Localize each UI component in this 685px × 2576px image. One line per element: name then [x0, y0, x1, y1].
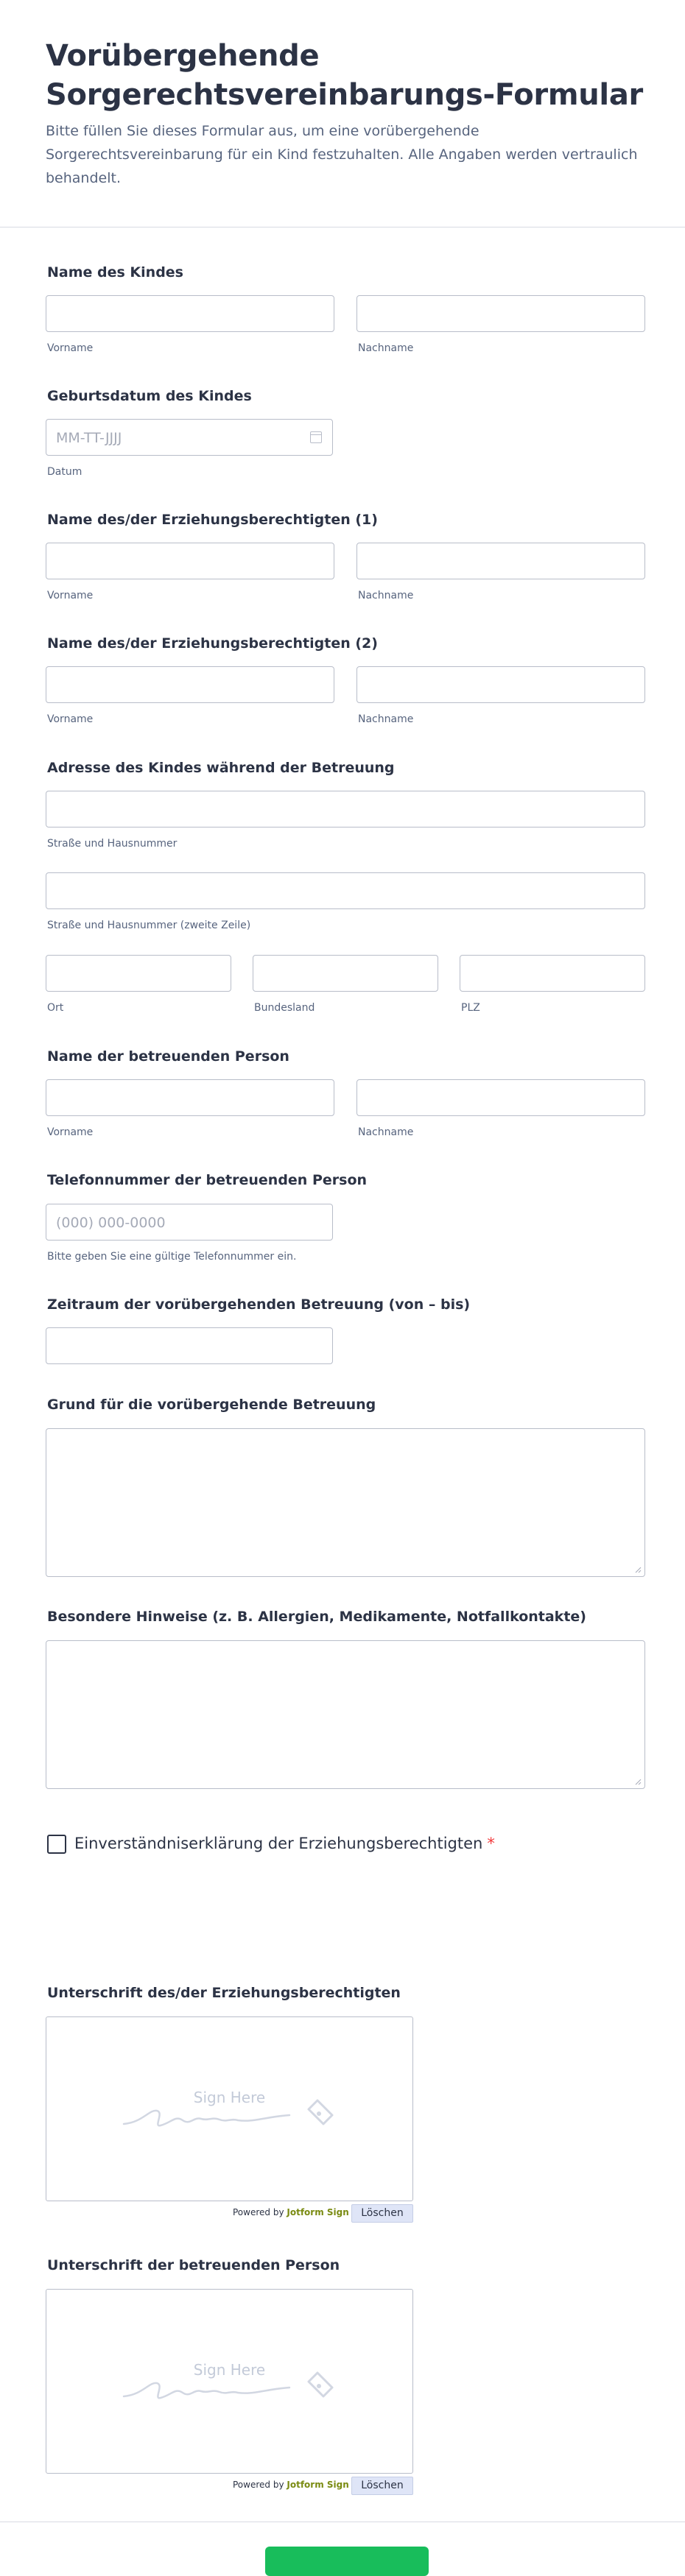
- child-last-name-sublabel: Nachname: [358, 342, 414, 354]
- street2-sublabel: Straße und Hausnummer (zweite Zeile): [47, 920, 251, 931]
- reason-textarea[interactable]: [46, 1428, 645, 1577]
- birthdate-sublabel: Datum: [47, 466, 82, 478]
- street-input[interactable]: [46, 791, 645, 828]
- state-sublabel: Bundesland: [254, 1002, 315, 1014]
- address-label: Adresse des Kindes während der Betreuung: [47, 760, 395, 776]
- guardian2-last-name-input[interactable]: [356, 666, 645, 703]
- sign-here-text: Sign Here: [193, 2089, 266, 2106]
- phone-input[interactable]: [46, 1204, 333, 1241]
- guardian1-first-name-sublabel: Vorname: [47, 590, 94, 601]
- consent-label-text: Einverständniserklärung der Erziehungsberechtigten: [74, 1835, 483, 1852]
- powered-by: [233, 2207, 349, 2217]
- form-header: [0, 0, 685, 227]
- signature-scribble-icon: [120, 2367, 341, 2404]
- form-description: Bitte füllen Sie dieses Formular aus, um eine vorübergehende Sorgerechtsvereinbarung für ein Kind festzuhalten. Alle Angaben werden vertraulich behandelt.: [46, 123, 638, 186]
- guardian2-first-name-input[interactable]: [46, 666, 334, 703]
- child-name-label: Name des Kindes: [47, 264, 183, 280]
- period-input[interactable]: [46, 1327, 333, 1364]
- caregiver-first-name-input[interactable]: [46, 1079, 334, 1116]
- child-first-name-sublabel: Vorname: [47, 342, 94, 354]
- phone-sublabel: Bitte geben Sie eine gültige Telefonnummer ein.: [47, 1251, 297, 1263]
- guardian2-last-name-sublabel: Nachname: [358, 713, 414, 725]
- zip-sublabel: PLZ: [461, 1002, 480, 1014]
- guardian1-last-name-sublabel: Nachname: [358, 590, 414, 601]
- state-input[interactable]: [253, 955, 438, 992]
- clear-signature-guardian-button[interactable]: Löschen: [351, 2204, 413, 2223]
- signature-caregiver-pad[interactable]: [46, 2289, 413, 2474]
- required-mark: *: [487, 1835, 495, 1852]
- period-label: Zeitraum der vorübergehenden Betreuung (von – bis): [47, 1296, 471, 1313]
- powered-by: [233, 2480, 349, 2490]
- consent-label[interactable]: [74, 1835, 495, 1852]
- calendar-icon[interactable]: [310, 431, 322, 443]
- notes-label: Besondere Hinweise (z. B. Allergien, Medikamente, Notfallkontakte): [47, 1609, 586, 1625]
- signature-caregiver-label: Unterschrift der betreuenden Person: [47, 2257, 340, 2273]
- child-last-name-input[interactable]: [356, 295, 645, 332]
- powered-by-text: Powered by: [233, 2207, 284, 2217]
- guardian1-name-label: Name des/der Erziehungsberechtigten (1): [47, 512, 378, 528]
- form-title-line1: Vorübergehende: [46, 39, 320, 73]
- signature-scribble-icon: [120, 2095, 341, 2131]
- caregiver-name-label: Name der betreuenden Person: [47, 1048, 289, 1065]
- zip-input[interactable]: [460, 955, 645, 992]
- consent-checkbox[interactable]: [47, 1835, 66, 1854]
- reason-label: Grund für die vorübergehende Betreuung: [47, 1397, 376, 1413]
- phone-placeholder: (000) 000-0000: [56, 1215, 166, 1231]
- jotform-sign-brand[interactable]: Jotform Sign: [287, 2480, 349, 2490]
- city-sublabel: Ort: [47, 1002, 64, 1014]
- street-sublabel: Straße und Hausnummer: [47, 838, 178, 850]
- powered-by-text: Powered by: [233, 2480, 284, 2490]
- form-title: [46, 37, 650, 115]
- street2-input[interactable]: [46, 872, 645, 909]
- resize-handle-icon[interactable]: [634, 1566, 642, 1573]
- signature-guardian-pad[interactable]: [46, 2016, 413, 2201]
- guardian1-first-name-input[interactable]: [46, 543, 334, 579]
- clear-signature-caregiver-button[interactable]: Löschen: [351, 2477, 413, 2495]
- guardian2-name-label: Name des/der Erziehungsberechtigten (2): [47, 635, 378, 652]
- resize-handle-icon[interactable]: [634, 1778, 642, 1785]
- sign-here-text: Sign Here: [193, 2361, 266, 2379]
- notes-textarea[interactable]: [46, 1640, 645, 1789]
- birthdate-placeholder: MM-TT-JJJJ: [56, 430, 122, 446]
- caregiver-last-name-sublabel: Nachname: [358, 1126, 414, 1138]
- signature-guardian-label: Unterschrift des/der Erziehungsberechtigten: [47, 1985, 401, 2001]
- birthdate-input[interactable]: [46, 419, 333, 456]
- phone-label: Telefonnummer der betreuenden Person: [47, 1172, 368, 1188]
- form-title-line2: Sorgerechtsvereinbarungs-Formular: [46, 78, 643, 112]
- birthdate-label: Geburtsdatum des Kindes: [47, 388, 252, 404]
- submit-button[interactable]: [265, 2547, 429, 2576]
- jotform-sign-brand[interactable]: Jotform Sign: [287, 2207, 349, 2217]
- child-first-name-input[interactable]: [46, 295, 334, 332]
- caregiver-first-name-sublabel: Vorname: [47, 1126, 94, 1138]
- city-input[interactable]: [46, 955, 231, 992]
- guardian2-first-name-sublabel: Vorname: [47, 713, 94, 725]
- guardian1-last-name-input[interactable]: [356, 543, 645, 579]
- caregiver-last-name-input[interactable]: [356, 1079, 645, 1116]
